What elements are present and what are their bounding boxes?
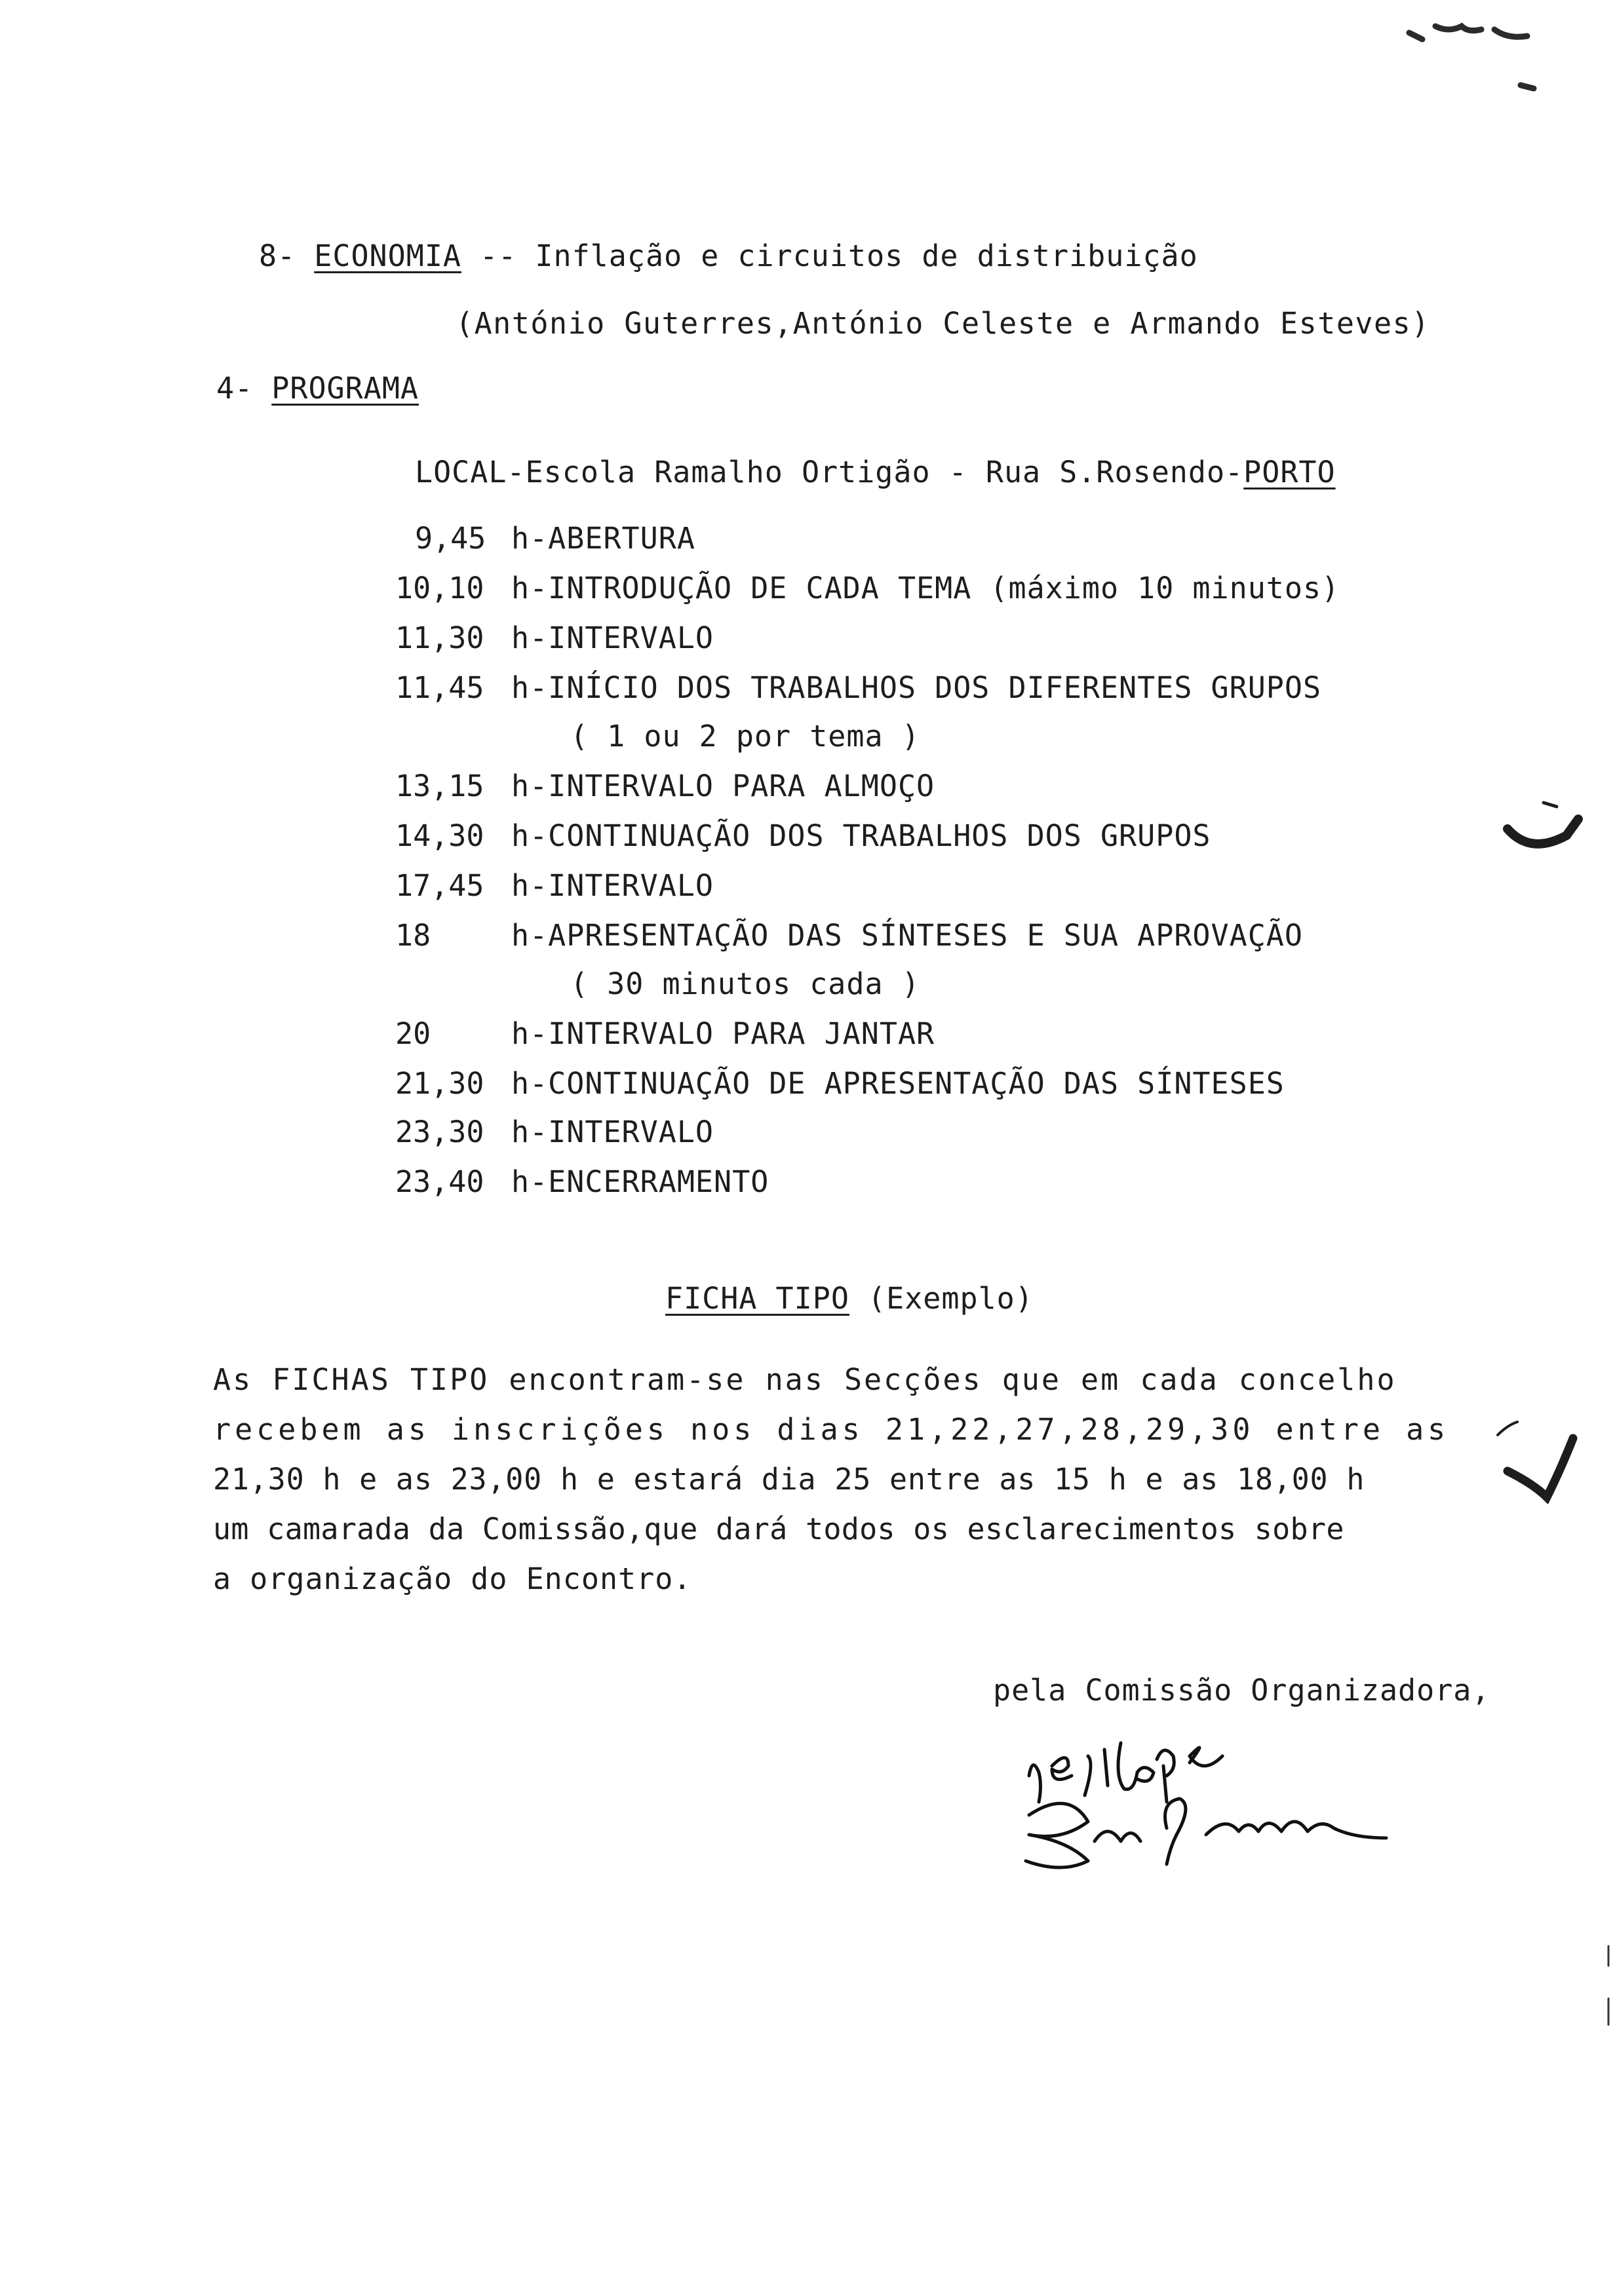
ficha-heading [665,1280,1034,1317]
schedule-event: h-CONTINUAÇÃO DE APRESENTAÇÃO DAS SÍNTESES [511,1066,1285,1101]
corner-stamp-mark [1396,13,1553,92]
handwritten-signature [1016,1730,1435,1874]
section-8-topic: Inflação e circuitos de distribuição [535,239,1198,273]
schedule-time: 10,10 [395,571,484,605]
schedule-event: h-INTRODUÇÃO DE CADA TEMA (máximo 10 minutos) [511,571,1340,605]
schedule-time: 23,40 [395,1164,484,1199]
section-8-number: 8- [259,239,296,273]
schedule-time: 20 [395,1016,431,1051]
section-8-heading [259,238,1198,275]
section-8-separator: -- [480,239,517,273]
schedule-time: 9,45 [415,521,486,556]
schedule-event: h-ENCERRAMENTO [511,1164,769,1199]
paragraph-line: As FICHAS TIPO encontram-se nas Secções que em cada concelho [213,1362,1397,1397]
margin-check-mark [1494,1419,1593,1504]
schedule-event-note: ( 30 minutos cada ) [570,966,920,1001]
section-8-authors: (António Guterres,António Celeste e Armando Esteves) [456,306,1430,341]
schedule-time: 11,30 [395,621,484,655]
schedule-event: h-INTERVALO PARA ALMOÇO [511,769,935,803]
schedule-event: h-INTERVALO [511,1115,714,1149]
paragraph-line: um camarada da Comissão,que dará todos os esclarecimentos sobre [213,1512,1344,1546]
schedule-event: h-INTERVALO PARA JANTAR [511,1016,935,1051]
ficha-title: FICHA TIPO [665,1281,849,1316]
schedule-event: h-CONTINUAÇÃO DOS TRABALHOS DOS GRUPOS [511,818,1211,853]
schedule-event: h-INTERVALO [511,868,714,903]
schedule-time: 17,45 [395,868,484,903]
program-location [415,454,1336,491]
schedule-event: h-INTERVALO [511,621,714,655]
margin-check-mark [1494,790,1593,862]
section-4-heading [216,370,419,407]
schedule-time: 14,30 [395,818,484,853]
schedule-time: 11,45 [395,670,484,705]
paragraph-line: a organização do Encontro. [213,1561,692,1596]
section-8-title: ECONOMIA [314,239,462,273]
schedule-time: 13,15 [395,769,484,803]
paragraph-line: 21,30 h e as 23,00 h e estará dia 25 entre as 15 h e as 18,00 h [213,1462,1365,1497]
schedule-time: 23,30 [395,1115,484,1149]
schedule-event: h-INÍCIO DOS TRABALHOS DOS DIFERENTES GRUPOS [511,670,1322,705]
closing-line: pela Comissão Organizadora, [993,1673,1490,1708]
section-4-number: 4- [216,371,254,406]
location-city: PORTO [1243,455,1336,489]
schedule-event-note: ( 1 ou 2 por tema ) [570,719,920,754]
paragraph-line: recebem as inscrições nos dias 21,22,27,28,29,30 entre as [213,1412,1450,1447]
schedule-event: h-ABERTURA [511,521,695,556]
ficha-subtitle: (Exemplo) [868,1281,1034,1316]
scan-edge-mark [1605,1940,1612,2038]
section-4-title: PROGRAMA [271,371,419,406]
schedule-event: h-APRESENTAÇÃO DAS SÍNTESES E SUA APROVAÇÃO [511,918,1303,953]
location-address: LOCAL-Escola Ramalho Ortigão - Rua S.Rosendo- [415,455,1244,489]
schedule-time: 18 [395,918,431,953]
schedule-time: 21,30 [395,1066,484,1101]
